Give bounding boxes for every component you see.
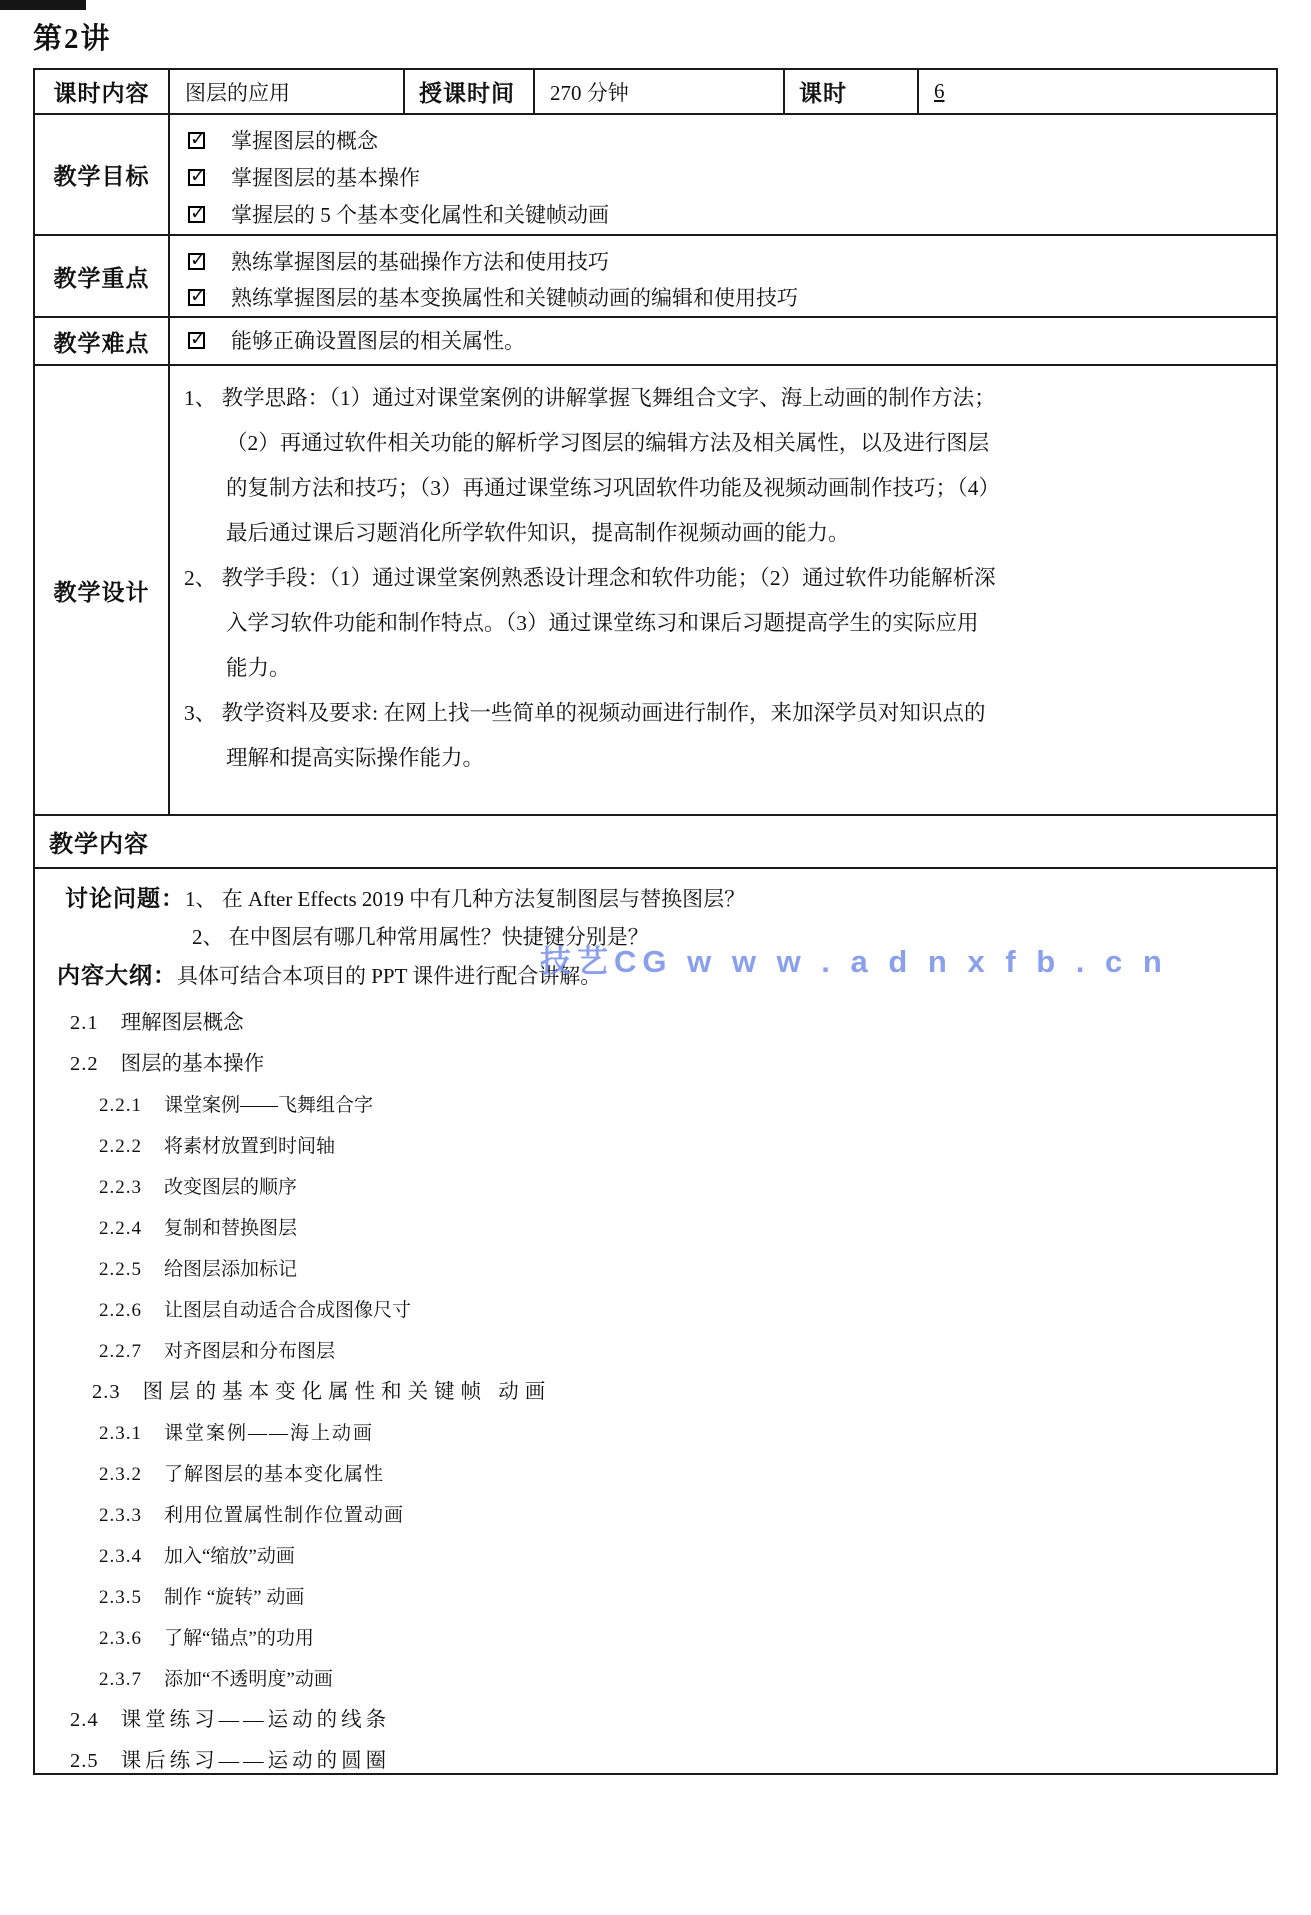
outline-item-number: 2.3.7 [99,1669,142,1690]
discussion-line-1 [35,879,1268,918]
outline-item [35,1003,1268,1044]
outline-item-number: 2.2.7 [99,1341,142,1362]
outline-item-number: 2.3.2 [99,1464,142,1485]
outline-item-text: 课堂案例——飞舞组合字 [164,1095,374,1116]
design-line: 入学习软件功能和制作特点。（3）通过课堂练习和课后习题提高学生的实际应用 [226,611,979,635]
outline-item-text: 让图层自动适合合成图像尺寸 [164,1300,412,1321]
outline-item [35,1454,1268,1495]
outline-item-text: 课堂案例——海上动画 [164,1423,375,1444]
difficulty-list [170,318,1276,364]
outline-item-text: 了解“锚点”的功用 [164,1628,314,1649]
design-line: 理解和提高实际操作能力。 [226,746,485,770]
outline-item-number: 2.3.1 [99,1423,142,1444]
outline-item-text: 添加“不透明度”动画 [164,1669,333,1690]
outline-intro-line [35,956,1268,995]
outline-item [35,1331,1268,1372]
outline-item-number: 2.2.3 [99,1177,142,1198]
outline-item [35,1741,1268,1782]
content-header: 教学内容 [49,831,149,858]
outline-item-text: 将素材放置到时间轴 [164,1136,336,1157]
design-line: 1、 教学思路：（1）通过对课堂案例的讲解掌握飞舞组合文字、海上动画的制作方法； [184,386,996,410]
outline-item-number: 2.2.4 [99,1218,142,1239]
outline-item [35,1167,1268,1208]
check-item [186,323,1266,360]
checked-checkbox-icon [188,332,205,349]
outline-item [35,1700,1268,1741]
check-item-text: 掌握层的 5 个基本变化属性和关键帧动画 [231,203,609,227]
scan-corner-bar [0,0,86,10]
teaching-time-label: 授课时间 [405,70,535,113]
outline-item [35,1413,1268,1454]
outline-item [35,1085,1268,1126]
focus-list [170,236,1276,316]
check-item-text: 掌握图层的概念 [231,129,378,153]
outline-item-number: 2.2 [70,1053,99,1075]
class-hours-value: 6 [934,79,945,103]
focus-label: 教学重点 [35,236,170,316]
lesson-content-label: 课时内容 [35,70,170,113]
discussion-question-1: 1、 在 After Effects 2019 中有几种方法复制图层与替换图层？ [185,887,746,911]
design-line: 3、 教学资料及要求: 在网上找一些简单的视频动画进行制作，来加深学员对知识点的 [184,701,986,725]
difficulty-label: 教学难点 [35,318,170,364]
discussion-label: 讨论问题： [65,885,185,911]
outline-item-number: 2.2.5 [99,1259,142,1280]
design-line: 能力。 [226,656,291,680]
outline-item [35,1126,1268,1167]
watermark: 技艺CG w w w . a d n x f b . c n [540,944,1168,979]
outline-item [35,1372,1268,1413]
objectives-row [35,115,1276,236]
design-line: （2）再通过软件相关功能的解析学习图层的编辑方法及相关属性，以及进行图层 [226,431,990,455]
outline-item-text: 图层的基本变化属性和关键帧 动画 [142,1381,552,1403]
teaching-time-value: 270 分钟 [535,70,785,113]
design-label: 教学设计 [35,366,170,814]
checked-checkbox-icon [188,206,205,223]
outline-item-number: 2.3.6 [99,1628,142,1649]
design-line: 的复制方法和技巧；（3）再通过课堂练习巩固软件功能及视频动画制作技巧；（4） [226,476,1001,500]
check-item-text: 熟练掌握图层的基础操作方法和使用技巧 [231,250,609,274]
objectives-label: 教学目标 [35,115,170,234]
outline-item-number: 2.4 [70,1709,99,1731]
outline-list [35,1003,1268,1782]
check-item [186,244,1266,280]
check-item-text: 能够正确设置图层的相关属性。 [231,329,525,353]
outline-item-text: 图层的基本操作 [120,1053,265,1075]
outline-item-text: 改变图层的顺序 [164,1177,298,1198]
outline-item [35,1659,1268,1700]
outline-item-number: 2.3.3 [99,1505,142,1526]
outline-item [35,1249,1268,1290]
outline-item-text: 加入“缩放”动画 [164,1546,295,1567]
outline-item-text: 制作 “旋转” 动画 [164,1587,305,1608]
check-item-text: 掌握图层的基本操作 [231,166,420,190]
class-hours-label: 课时 [785,70,919,113]
header-row [35,70,1276,115]
outline-item-number: 2.5 [70,1750,99,1772]
check-item [186,160,1266,197]
outline-item [35,1208,1268,1249]
content-row [35,869,1276,1782]
outline-label: 内容大纲： [57,962,177,988]
outline-item [35,1618,1268,1659]
check-item [186,280,1266,316]
outline-item [35,1290,1268,1331]
outline-item-number: 2.3.4 [99,1546,142,1567]
design-line: 最后通过课后习题消化所学软件知识，提高制作视频动画的能力。 [226,521,850,545]
lesson-plan-table [33,68,1278,1775]
objectives-list [170,115,1276,234]
difficulty-row [35,318,1276,366]
content-body [35,869,1276,1782]
outline-item-text: 对齐图层和分布图层 [164,1341,336,1362]
page-title: 第2讲 [33,23,112,55]
checked-checkbox-icon [188,253,205,270]
outline-item-text: 复制和替换图层 [164,1218,298,1239]
check-item [186,123,1266,160]
outline-item-text: 课堂练习——运动的线条 [120,1709,391,1731]
design-text [170,366,1276,814]
check-item [186,197,1266,234]
discussion-question-2: 2、 在中图层有哪几种常用属性？快捷键分别是？ [192,925,649,949]
outline-item-number: 2.3.5 [99,1587,142,1608]
outline-item-number: 2.1 [70,1012,99,1034]
outline-item-number: 2.2.6 [99,1300,142,1321]
outline-item-number: 2.2.1 [99,1095,142,1116]
outline-item [35,1044,1268,1085]
outline-intro: 具体可结合本项目的 PPT 课件进行配合讲解。 [177,964,602,988]
focus-row [35,236,1276,318]
design-row [35,366,1276,816]
outline-item [35,1495,1268,1536]
outline-item-text: 理解图层概念 [120,1012,244,1034]
outline-item-text: 利用位置属性制作位置动画 [164,1505,405,1526]
checked-checkbox-icon [188,169,205,186]
lesson-content-value: 图层的应用 [170,70,405,113]
check-item-text: 熟练掌握图层的基本变换属性和关键帧动画的编辑和使用技巧 [231,286,798,310]
outline-item-text: 给图层添加标记 [164,1259,298,1280]
design-line: 2、 教学手段：（1）通过课堂案例熟悉设计理念和软件功能；（2）通过软件功能解析深 [184,566,996,590]
checked-checkbox-icon [188,289,205,306]
checked-checkbox-icon [188,132,205,149]
outline-item-number: 2.2.2 [99,1136,142,1157]
outline-item-text: 课后练习——运动的圆圈 [120,1750,391,1772]
outline-item [35,1536,1268,1577]
outline-item-number: 2.3 [92,1381,121,1403]
outline-item [35,1577,1268,1618]
content-header-row [35,816,1276,869]
outline-item-text: 了解图层的基本变化属性 [164,1464,385,1485]
